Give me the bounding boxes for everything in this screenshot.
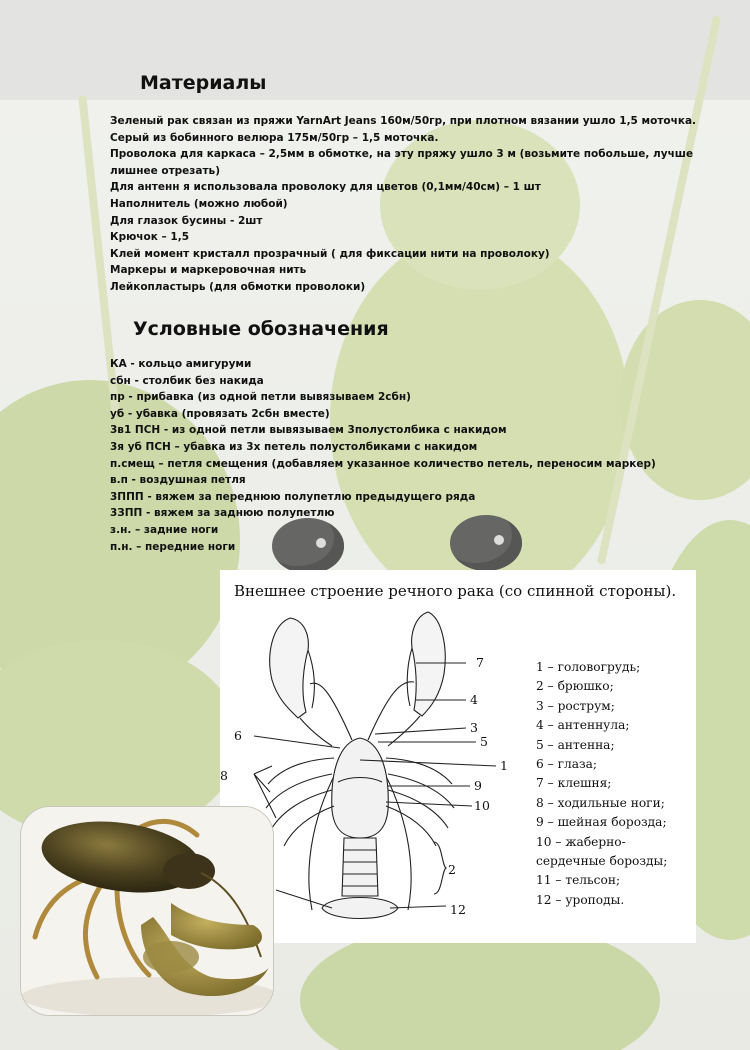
leg-l4 — [284, 806, 334, 846]
materials-heading: Материалы — [140, 72, 267, 94]
legend-item: 3я уб ПСН – убавка из 3х петель полустолбиками с накидом — [110, 440, 478, 453]
legend-item: з.н. – задние ноги — [110, 523, 219, 536]
claw-left-shape — [270, 618, 309, 718]
legend-item: КА - кольцо амигуруми — [110, 358, 252, 370]
materials-item: Для антенн я использовала проволоку для цветов (0,1мм/40см) – 1 шт — [110, 181, 541, 194]
materials-item: Лейкопластырь (для обмотки проволоки) — [110, 280, 366, 293]
legend-item: пр - прибавка (из одной петли вывязываем 2сбн) — [110, 391, 411, 404]
materials-item: Маркеры и маркеровочная нить — [110, 264, 307, 277]
materials-item: Серый из бобинного велюра 175м/50гр – 1,5 моточка. — [110, 131, 439, 144]
antenna-left-upper — [310, 683, 352, 740]
legend-heading: Условные обозначения — [133, 318, 389, 340]
materials-item: Для глазок бусины - 2шт — [110, 214, 263, 227]
claw-left-finger — [308, 650, 314, 708]
key-item: 11 – тельсон; — [536, 873, 621, 888]
abdomen-shape — [342, 838, 378, 896]
legend-item: 3в1 ПСН - из одной петли вывязываем 3полустолбика с накидом — [110, 424, 507, 437]
arm-left — [300, 718, 332, 746]
callout-number: 8 — [220, 768, 228, 783]
key-item: 12 – уроподы. — [536, 892, 625, 907]
callout-number: 12 — [450, 902, 466, 917]
key-item: 10 – жаберно- — [536, 834, 626, 849]
callout-number: 6 — [234, 728, 242, 743]
callout-number: 7 — [476, 655, 484, 670]
legend-item: 3ППП - вяжем за переднюю полупетлю предыдущего ряда — [110, 490, 476, 503]
leg-r4 — [386, 806, 436, 846]
key-item: 1 – головогрудь; — [536, 660, 641, 674]
crayfish-diagram — [220, 570, 696, 943]
materials-item: Проволока для каркаса – 2,5мм в обмотке, на эту пряжу ушло 3 м (возьмите побольше, лучше лишнее отрезать) — [110, 148, 694, 177]
claw-right-finger — [407, 648, 412, 706]
materials-item: Наполнитель (можно любой) — [110, 197, 288, 210]
callout-number: 10 — [474, 798, 490, 813]
diagram-key — [536, 658, 667, 910]
key-item: сердечные борозды; — [536, 854, 668, 869]
key-item: 5 – антенна; — [536, 737, 615, 752]
cephalothorax-shape — [332, 738, 389, 838]
callout-number: 4 — [470, 692, 478, 707]
key-item: 8 – ходильные ноги; — [536, 795, 665, 810]
legend-item: п.н. – передние ноги — [110, 540, 236, 553]
materials-item: Зеленый рак связан из пряжи YarnArt Jeans 160м/50гр, при плотном вязании ушло 1,5 моточка. — [110, 115, 697, 127]
leg-r3 — [388, 790, 448, 828]
tail-fan-shape — [322, 898, 398, 919]
legend-item: в.п - воздушная петля — [110, 474, 246, 487]
legend-item: п.смещ – петля смещения (добавляем указанное количество петель, переносим маркер) — [110, 457, 656, 470]
legend-item: 3ЗПП - вяжем за заднюю полупетлю — [110, 507, 335, 520]
callout-number: 1 — [500, 758, 508, 773]
leg-l1 — [268, 758, 334, 784]
legend-item: уб - убавка (провязать 2сбн вместе) — [110, 407, 330, 420]
materials-list — [110, 113, 710, 296]
materials-item: Клей момент кристалл прозрачный ( для фиксации нити на проволоку) — [110, 247, 550, 260]
legend-list — [110, 356, 670, 555]
callout-number: 9 — [474, 778, 482, 793]
key-item: 2 – брюшко; — [536, 679, 614, 694]
key-item: 6 – глаза; — [536, 757, 598, 772]
materials-item: Крючок – 1,5 — [110, 231, 190, 244]
callout-number: 2 — [448, 862, 456, 877]
abdomen-brace — [434, 842, 446, 894]
leg-l3 — [272, 790, 332, 828]
diagram-title: Внешнее строение речного рака (со спинной стороны). — [234, 582, 677, 600]
key-item: 4 – антеннула; — [536, 718, 630, 733]
legend-item: сбн - столбик без накида — [110, 374, 264, 387]
crayfish-outline — [254, 612, 496, 919]
key-item: 3 – рострум; — [536, 698, 615, 713]
crayfish-photo-art — [21, 807, 273, 1015]
key-item: 7 – клешня; — [536, 776, 612, 791]
callout-number: 3 — [470, 720, 478, 735]
key-item: 9 – шейная борозда; — [536, 815, 667, 830]
crayfish-photo — [20, 806, 274, 1016]
callout-number: 5 — [480, 734, 488, 749]
